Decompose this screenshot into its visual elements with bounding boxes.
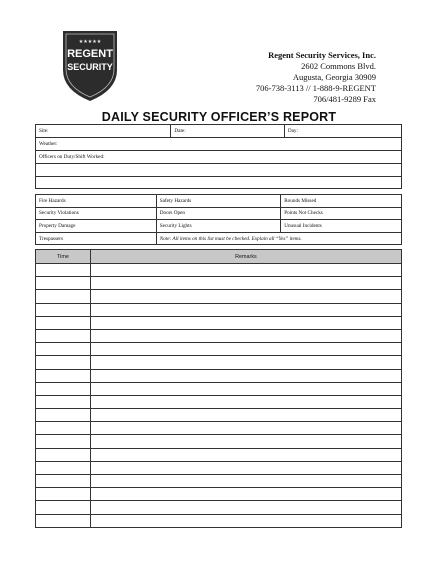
log-row [36,435,402,448]
log-row [36,343,402,356]
remarks-cell[interactable] [90,514,401,527]
time-cell[interactable] [36,343,91,356]
time-cell[interactable] [36,409,91,422]
log-row [36,264,402,277]
remarks-cell[interactable] [90,356,401,369]
remarks-cell[interactable] [90,501,401,514]
logo-line1: REGENT [67,48,113,60]
log-row [36,277,402,290]
day-field[interactable]: Day: [284,125,401,138]
check-unusual-incidents[interactable]: Unusual Incidents [281,220,402,233]
log-row [36,356,402,369]
company-street: 2602 Commons Blvd. [301,61,376,71]
remarks-cell[interactable] [90,303,401,316]
time-cell[interactable] [36,501,91,514]
company-fax: 706/481-9289 Fax [313,94,376,104]
officers-field-line[interactable] [36,163,402,176]
time-cell[interactable] [36,277,91,290]
check-safety-hazards[interactable]: Safety Hazards [156,195,280,208]
time-cell[interactable] [36,264,91,277]
remarks-cell[interactable] [90,475,401,488]
company-name: Regent Security Services, Inc. [268,50,376,60]
time-cell[interactable] [36,395,91,408]
logo-line2: SECURITY [67,62,113,72]
time-cell[interactable] [36,356,91,369]
remarks-cell[interactable] [90,264,401,277]
check-points-not-checks[interactable]: Points Not Checks [281,207,402,220]
log-row [36,514,402,527]
log-row [36,316,402,329]
company-city: Augusta, Georgia 30909 [292,72,376,82]
time-cell[interactable] [36,329,91,342]
site-info-table [35,124,402,189]
time-cell[interactable] [36,435,91,448]
time-cell[interactable] [36,488,91,501]
check-security-violations[interactable]: Security Violations [36,207,157,220]
time-cell[interactable] [36,382,91,395]
check-fire-hazards[interactable]: Fire Hazards [36,195,157,208]
remarks-column-header: Remarks [90,250,401,264]
report-title: DAILY SECURITY OFFICER’S REPORT [101,110,337,124]
officers-field[interactable]: Officers on Duty/Shift Worked: [36,150,402,163]
time-column-header: Time [36,250,91,264]
time-cell[interactable] [36,461,91,474]
log-row [36,448,402,461]
site-field[interactable]: Site: [36,125,171,138]
remarks-cell[interactable] [90,369,401,382]
log-row [36,329,402,342]
date-field[interactable]: Date: [171,125,284,138]
time-cell[interactable] [36,448,91,461]
remarks-cell[interactable] [90,329,401,342]
checklist-note: Note: All items on this list must be checked. Explain all “Yes” items. [156,232,401,245]
remarks-cell[interactable] [90,277,401,290]
check-property-damage[interactable]: Property Damage [36,220,157,233]
log-row [36,475,402,488]
remarks-cell[interactable] [90,461,401,474]
remarks-cell[interactable] [90,422,401,435]
weather-field[interactable]: Weather: [36,137,402,150]
checklist-table [35,194,402,245]
remarks-log-table [35,249,402,528]
log-row [36,290,402,303]
log-row [36,409,402,422]
remarks-cell[interactable] [90,488,401,501]
company-phone: 706-738-3113 // 1-888-9-REGENT [255,83,376,93]
check-rounds-missed[interactable]: Rounds Missed [281,195,402,208]
logo-stars: ★★★★★ [78,39,102,45]
remarks-cell[interactable] [90,409,401,422]
log-row [36,501,402,514]
time-cell[interactable] [36,369,91,382]
blank-line[interactable] [36,176,402,189]
log-row [36,382,402,395]
remarks-log-body [36,264,402,528]
time-cell[interactable] [36,475,91,488]
log-row [36,422,402,435]
remarks-cell[interactable] [90,290,401,303]
check-trespassers[interactable]: Trespassers [36,232,157,245]
remarks-cell[interactable] [90,382,401,395]
log-row [36,461,402,474]
regent-security-logo [62,30,118,102]
time-cell[interactable] [36,316,91,329]
time-cell[interactable] [36,303,91,316]
log-row [36,369,402,382]
remarks-cell[interactable] [90,395,401,408]
time-cell[interactable] [36,290,91,303]
remarks-cell[interactable] [90,435,401,448]
log-row [36,303,402,316]
check-security-lights[interactable]: Security Lights [156,220,280,233]
check-doors-open[interactable]: Doors Open [156,207,280,220]
time-cell[interactable] [36,514,91,527]
log-row [36,488,402,501]
remarks-cell[interactable] [90,448,401,461]
company-address-block [256,50,376,105]
log-row [36,395,402,408]
time-cell[interactable] [36,422,91,435]
remarks-cell[interactable] [90,343,401,356]
remarks-cell[interactable] [90,316,401,329]
